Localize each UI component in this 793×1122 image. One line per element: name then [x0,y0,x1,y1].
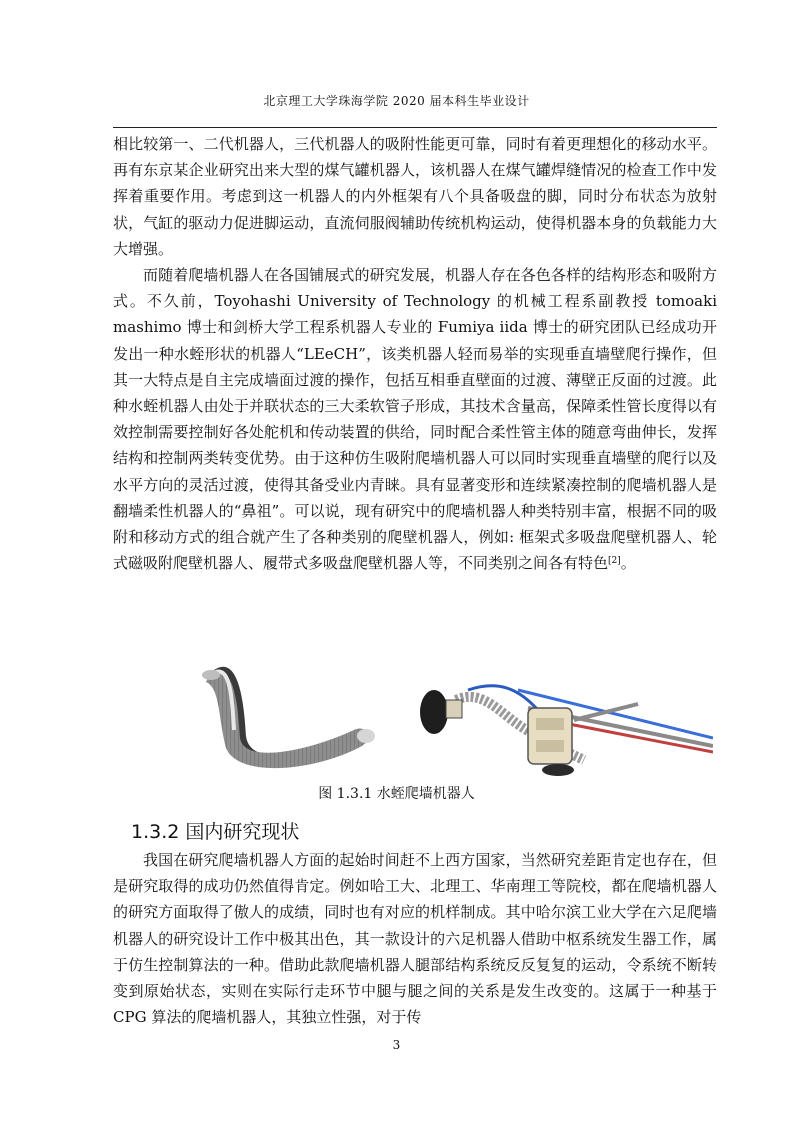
citation-ref: [2] [608,556,621,567]
page-number: 3 [392,1038,401,1052]
leech-robot-illustration [198,650,393,775]
header-rule [113,127,717,128]
page-header: 北京理工大学珠海学院 2020 届本科生毕业设计 [263,94,530,108]
figure-leech-robot [113,640,717,788]
paragraph-2 [113,262,717,576]
section-heading: 1.3.2 国内研究现状 [131,821,300,843]
leech-robot-photo [408,660,713,778]
figure-caption: 图 1.3.1 水蛭爬墙机器人 [318,786,475,802]
body-text-section [113,847,717,1030]
paragraph-2-end: 。 [620,554,636,573]
body-text [113,131,717,576]
paragraph-3: 我国在研究爬墙机器人方面的起始时间赶不上西方国家，当然研究差距肯定也存在，但是研究取得的成功仍然值得肯定。例如哈工大、北理工、华南理工等院校，都在爬墙机器人的研究方面取得了傲人的成绩，同时也有对应的机样制成。其中哈尔滨工业大学在六足爬墙机器人的研究设计工作中极其出色，其一款设计的六足机器人借助中枢系统发生器工作，属于仿生控制算法的一种。借助此款爬墙机器人腿部结构系统反反复复的运动，令系统不断转变到原始状态，实则在实际行走环节中腿与腿之间的关系是发生改变的。这属于一种基于 CPG 算法的爬墙机器人，其独立性强，对于传 [113,851,717,1027]
paragraph-2-text: 而随着爬墙机器人在各国铺展式的研究发展，机器人存在各色各样的结构形态和吸附方式。不久前，Toyohashi University of Technology 的机械工程系副教授 tomoaki mashimo 博士和剑桥大学工程系机器人专业的 Fumiya iida 博士的研究团队已经成功开发出一种水蛭形状的机器人“LEeCH”，该类机器人轻而易举的实现垂直墙壁爬行操作，但其一大特点是自主完成墙面过渡的操作，包括互相垂直壁面的过渡、薄壁正反面的过渡。此种水蛭机器人由处于并联状态的三大柔软管子形成，其技术含量高，保障柔性管长度得以有效控制需要控制好各处舵机和传动装置的供给，同时配合柔性管主体的随意弯曲伸长，发挥结构和控制两类转变优势。由于这种仿生吸附爬墙机器人可以同时实现垂直墙壁的爬行以及水平方向的灵活过渡，使得其备受业内青睐。具有显著变形和连续紧凑控制的爬墙机器人是翻墙柔性机器人的“鼻祖”。可以说，现有研究中的爬墙机器人种类特别丰富，根据不同的吸附和移动方式的组合就产生了各种类别的爬壁机器人，例如: 框架式多吸盘爬壁机器人、轮式磁吸附爬壁机器人、履带式多吸盘爬壁机器人等，不同类别之间各有特色 [113,266,717,573]
paragraph-1: 相比较第一、二代机器人，三代机器人的吸附性能更可靠，同时有着更理想化的移动水平。再有东京某企业研究出来大型的煤气罐机器人，该机器人在煤气罐焊缝情况的检查工作中发挥着重要作用。考虑到这一机器人的内外框架有八个具备吸盘的脚，同时分布状态为放射状，气缸的驱动力促进脚运动，直流伺服阀辅助传统机构运动，使得机器本身的负载能力大大增强。 [113,135,717,258]
